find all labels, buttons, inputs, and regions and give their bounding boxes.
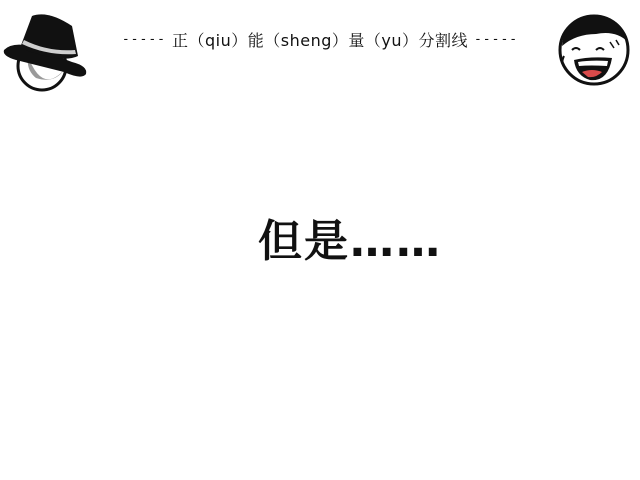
divider-label: 正（qiu）能（sheng）量（yu）分割线: [172, 30, 468, 50]
divider-dashes-left: -----: [121, 31, 166, 47]
header-divider: [0, 0, 640, 95]
divider-dashes-right: -----: [473, 31, 519, 47]
divider-line: [90, 26, 550, 52]
main-caption: 但是……: [258, 216, 442, 267]
top-hat-character-icon: [2, 8, 92, 92]
grinning-face-icon: [556, 12, 632, 88]
